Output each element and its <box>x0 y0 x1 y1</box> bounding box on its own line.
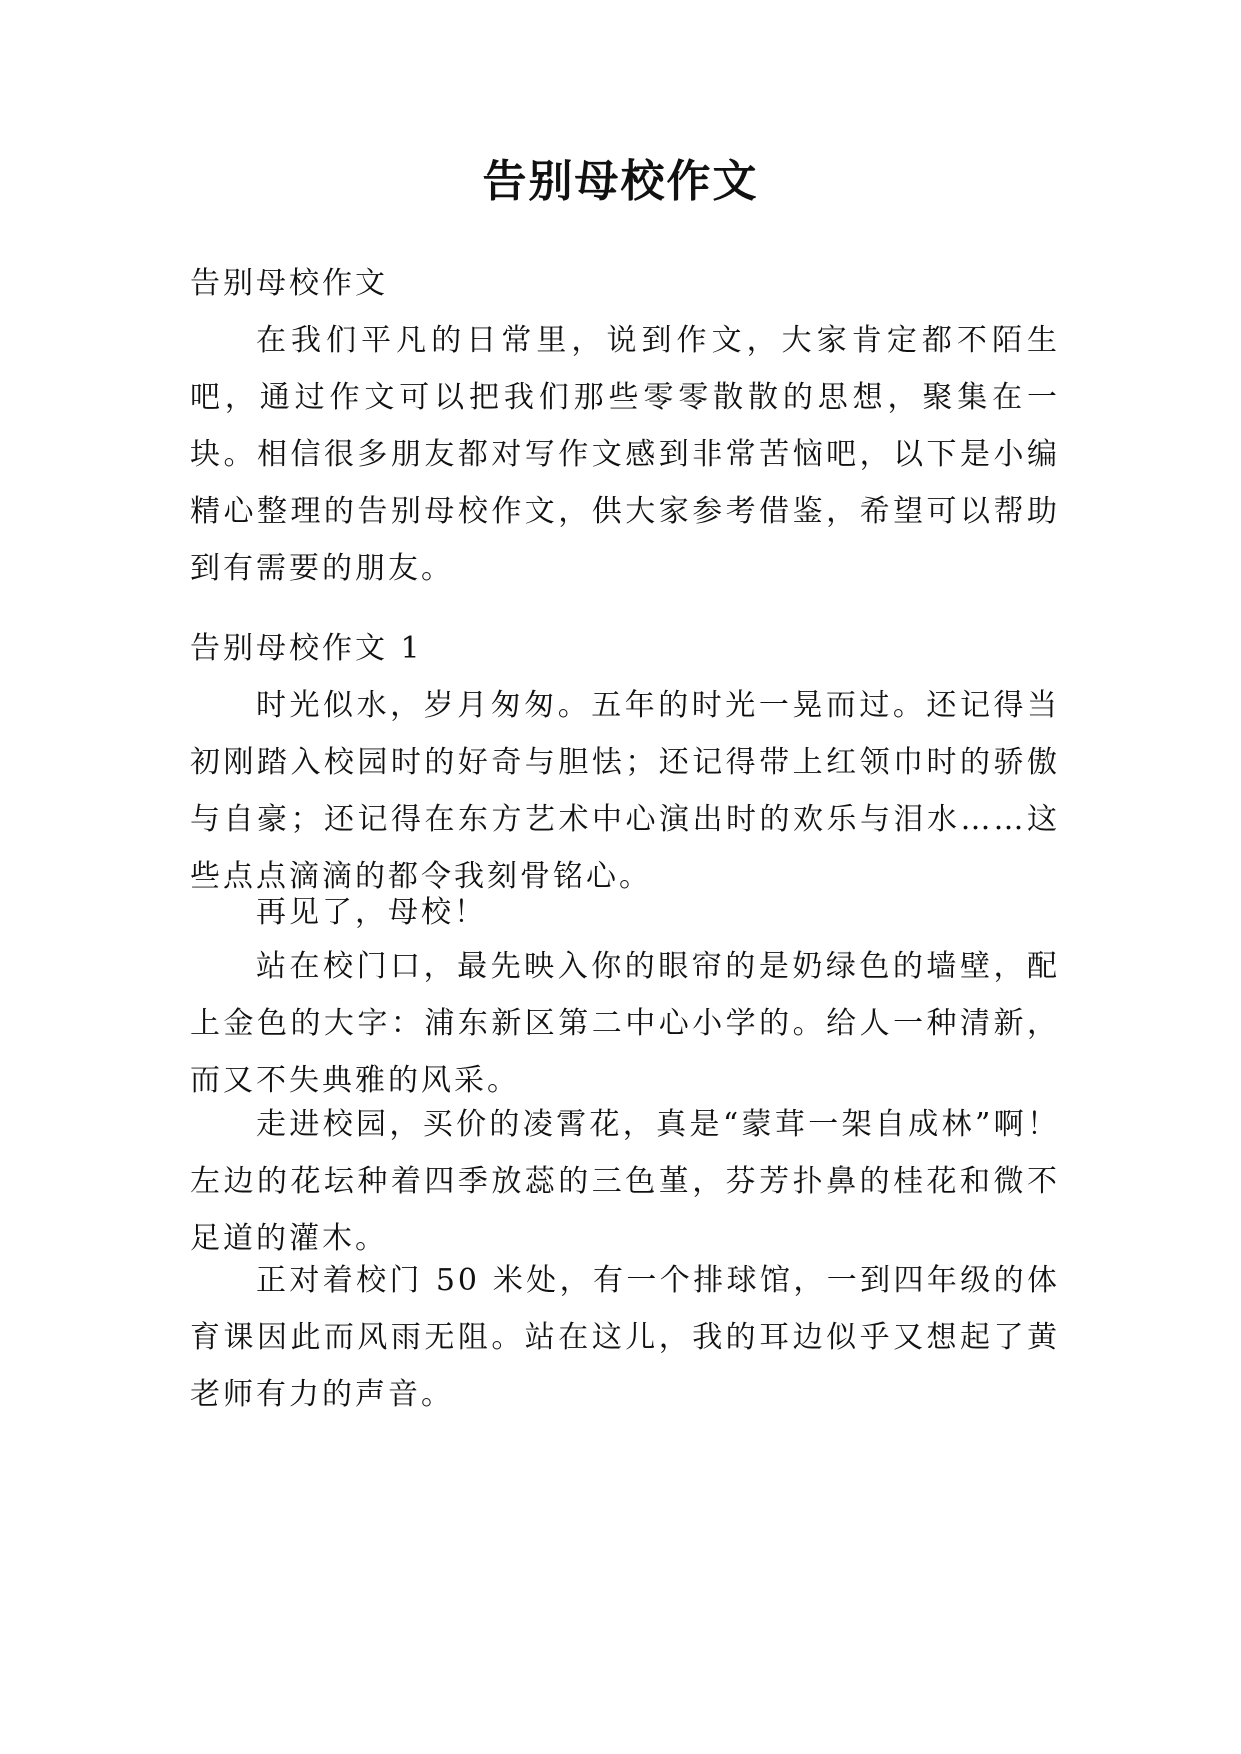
essay-1-paragraph-1: 时光似水，岁月匆匆。五年的时光一晃而过。还记得当初刚踏入校园时的好奇与胆怯；还记得带上红领巾时的骄傲与自豪；还记得在东方艺术中心演出时的欢乐与泪水……这些点点滴滴的都令我刻骨铭心。 <box>190 688 1060 894</box>
document-title: 告别母校作文 <box>482 156 759 207</box>
essay-1-paragraph-2: 再见了，母校！ <box>256 895 487 930</box>
intro-heading: 告别母校作文 <box>190 266 388 301</box>
essay-1-paragraph-4: 走进校园，买价的凌霄花，真是“蒙茸一架自成林”啊！左边的花坛种着四季放蕊的三色堇，芬芳扑鼻的桂花和微不足道的灌木。 <box>190 1107 1060 1256</box>
essay-1-paragraph-5: 正对着校门 50 米处，有一个排球馆，一到四年级的体育课因此而风雨无阻。站在这儿，我的耳边似乎又想起了黄老师有力的声音。 <box>190 1263 1060 1412</box>
essay-1-heading: 告别母校作文 1 <box>190 631 423 666</box>
essay-1-paragraph-3: 站在校门口，最先映入你的眼帘的是奶绿色的墙壁，配上金色的大字：浦东新区第二中心小学的。给人一种清新，而又不失典雅的风采。 <box>190 949 1060 1098</box>
intro-paragraph: 在我们平凡的日常里，说到作文，大家肯定都不陌生吧，通过作文可以把我们那些零零散散的思想，聚集在一块。相信很多朋友都对写作文感到非常苦恼吧，以下是小编精心整理的告别母校作文，供大家参考借鉴，希望可以帮助到有需要的朋友。 <box>190 323 1060 586</box>
